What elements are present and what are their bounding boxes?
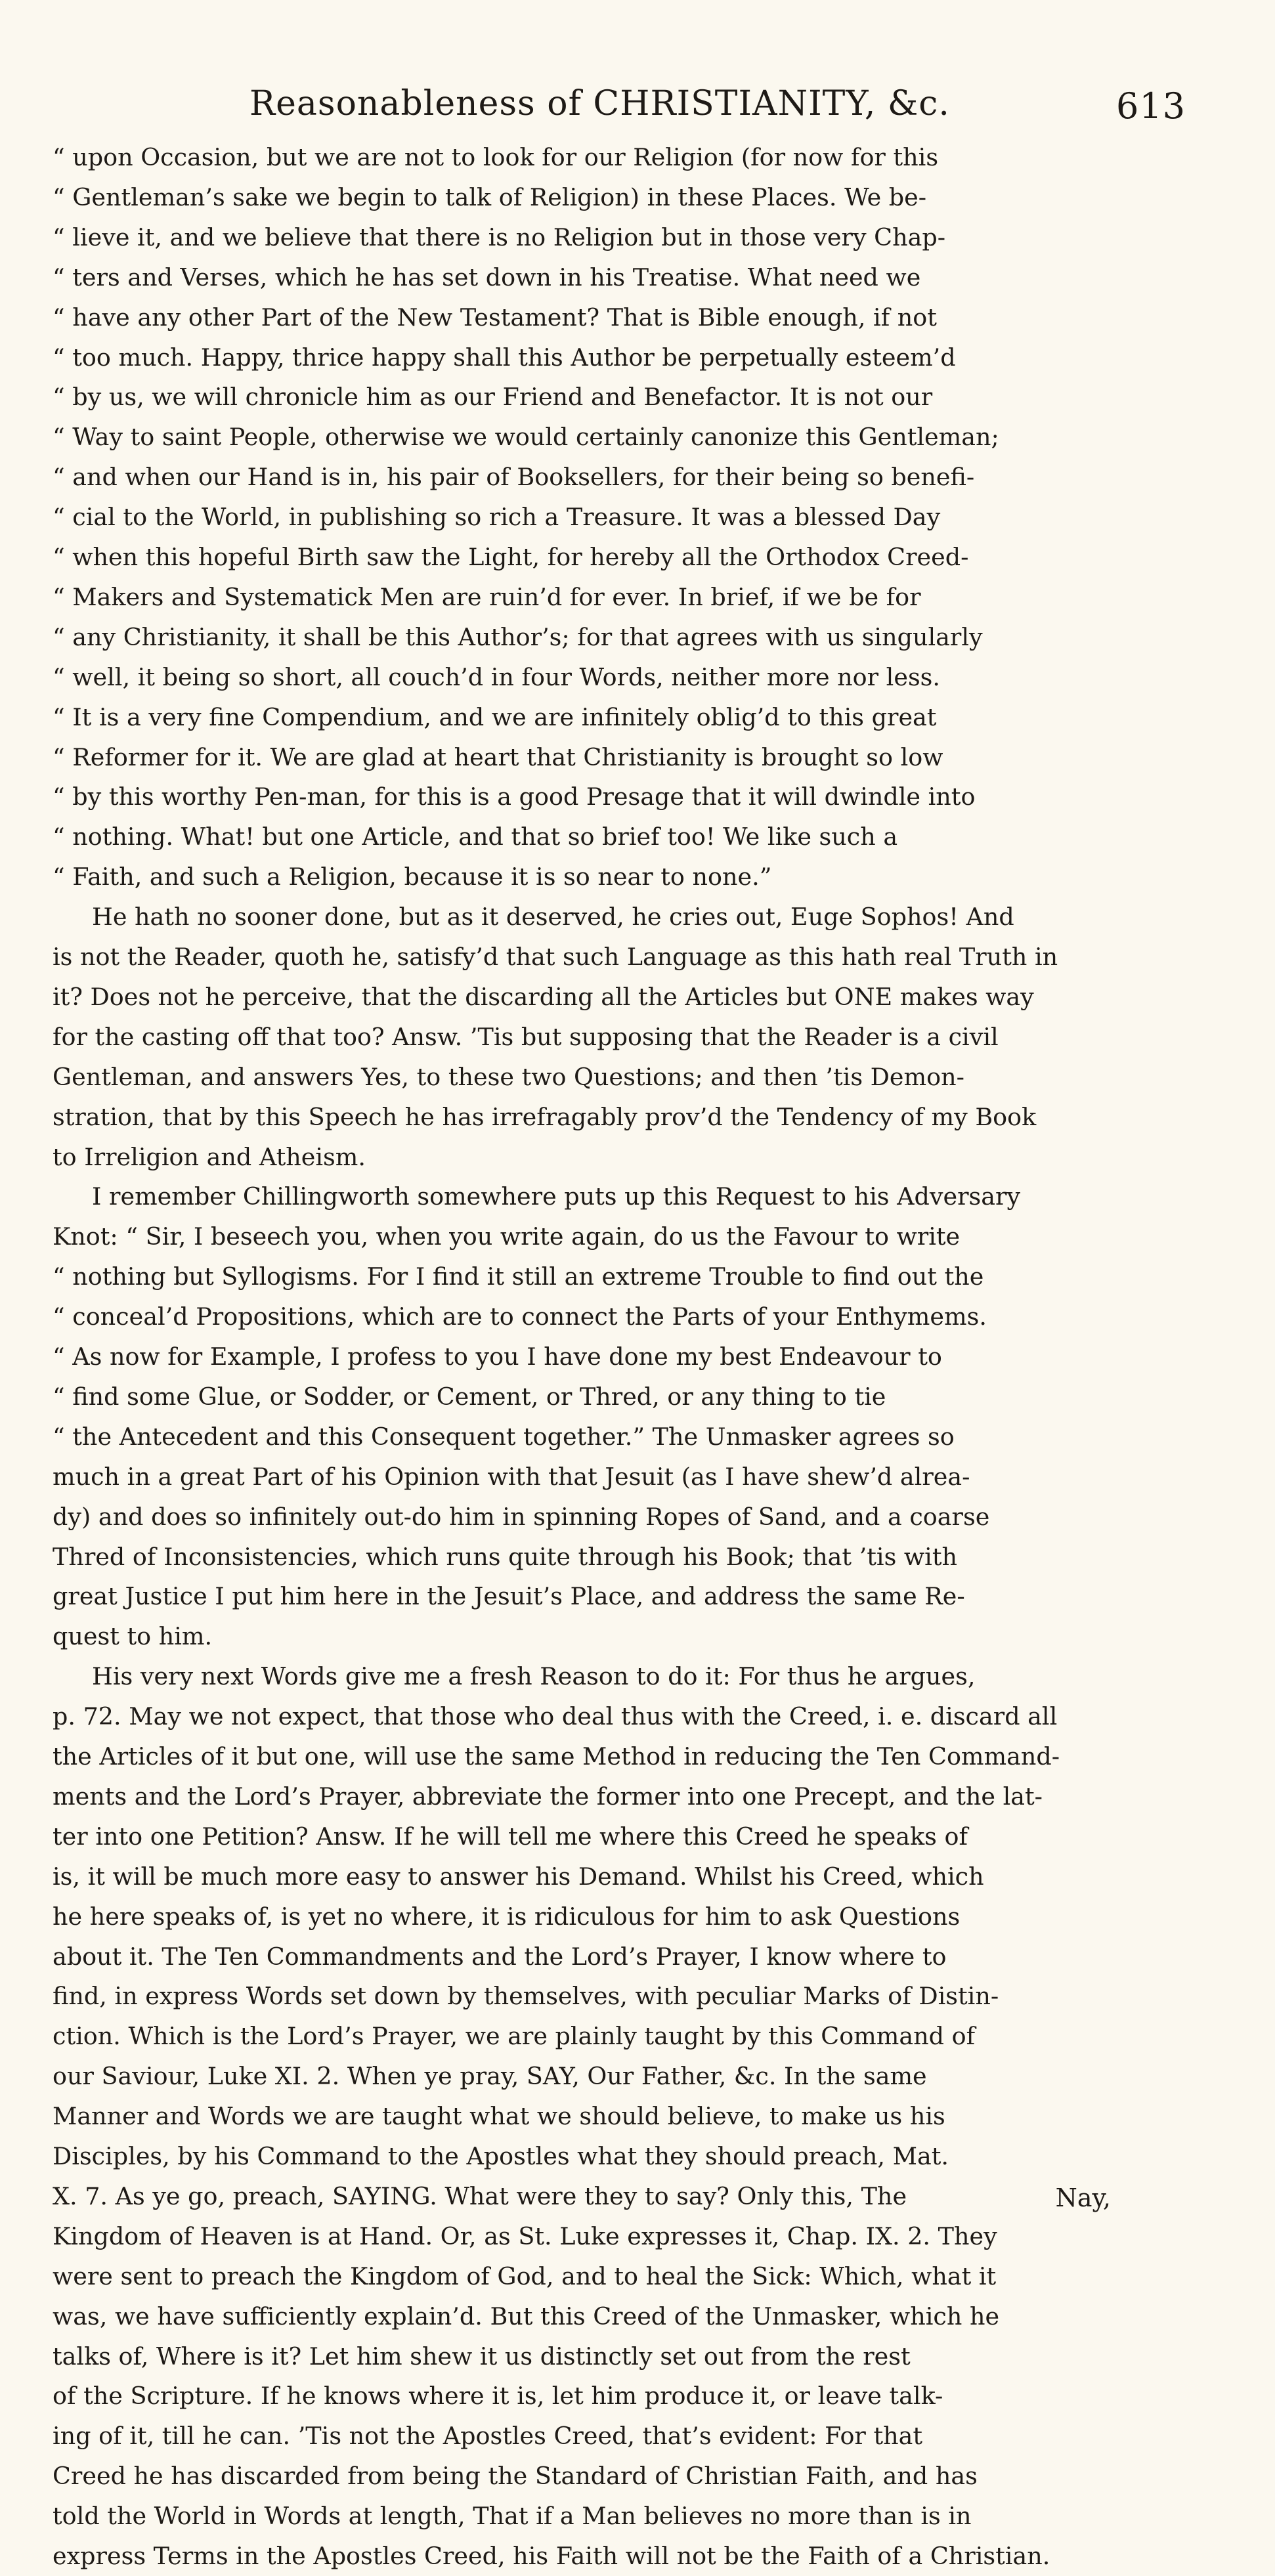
- text-line: “ It is a very fine Compendium, and we are infinitely oblig’d to this great: [53, 702, 937, 731]
- text-line: stration, that by this Speech he has irrefragably prov’d the Tendency of my Book: [53, 1102, 1037, 1131]
- text-line: “ and when our Hand is in, his pair of Booksellers, for their being so benefi-: [53, 463, 975, 492]
- text-line: much in a great Part of his Opinion with that Jesuit (as I have shew’d alrea-: [53, 1462, 970, 1491]
- text-line: Disciples, by his Command to the Apostles what they should preach, Mat.: [53, 2142, 949, 2170]
- text-line: great Justice I put him here in the Jesuit’s Place, and address the same Re-: [53, 1582, 965, 1611]
- text-line: “ by this worthy Pen-man, for this is a good Presage that it will dwindle into: [53, 783, 976, 811]
- text-line: Manner and Words we are taught what we should believe, to make us his: [53, 2102, 945, 2131]
- text-line: for the casting off that too? Answ. ’Tis but supposing that the Reader is a civil: [53, 1022, 999, 1051]
- text-line: “ by us, we will chronicle him as our Friend and Benefactor. It is not our: [53, 383, 933, 412]
- text-line: is not the Reader, quoth he, satisfy’d that such Language as this hath real Truth in: [53, 943, 1058, 971]
- text-line: ction. Which is the Lord’s Prayer, we are plainly taught by this Command of: [53, 2022, 976, 2051]
- page-number: 613: [1116, 85, 1186, 127]
- text-line: “ As now for Example, I profess to you I have done my best Endeavour to: [53, 1342, 942, 1371]
- text-line: were sent to preach the Kingdom of God, and to heal the Sick: Which, what it: [53, 2262, 997, 2290]
- text-line: of the Scripture. If he knows where it is, let him produce it, or leave talk-: [53, 2382, 943, 2411]
- text-line: “ cial to the World, in publishing so rich a Treasure. It was a blessed Day: [53, 503, 941, 532]
- text-line: dy) and does so infinitely out-do him in spinning Ropes of Sand, and a coarse: [53, 1502, 990, 1531]
- catchword: Nay,: [1055, 2183, 1111, 2212]
- text-line: our Saviour, Luke XI. 2. When ye pray, SAY, Our Father, &c. In the same: [53, 2062, 927, 2091]
- text-line: I remember Chillingworth somewhere puts up this Request to his Adversary: [92, 1182, 1021, 1211]
- text-line: was, we have sufficiently explain’d. But this Creed of the Unmasker, which he: [53, 2302, 1000, 2330]
- text-line: it? Does not he perceive, that the discarding all the Articles but ONE makes way: [53, 982, 1034, 1011]
- text-line: Gentleman, and answers Yes, to these two Questions; and then ’tis Demon-: [53, 1062, 964, 1091]
- text-line: “ the Antecedent and this Consequent together.” The Unmasker agrees so: [53, 1422, 955, 1451]
- text-line: “ nothing. What! but one Article, and that so brief too! We like such a: [53, 823, 898, 851]
- text-line: is, it will be much more easy to answer his Demand. Whilst his Creed, which: [53, 1862, 984, 1891]
- text-line: the Articles of it but one, will use the same Method in reducing the Ten Command-: [53, 1742, 1060, 1771]
- text-line: Thred of Inconsistencies, which runs quite through his Book; that ’tis with: [53, 1542, 958, 1571]
- text-line: “ Reformer for it. We are glad at heart that Christianity is brought so low: [53, 742, 943, 771]
- text-line: he here speaks of, is yet no where, it is ridiculous for him to ask Questions: [53, 1902, 961, 1931]
- text-line: He hath no sooner done, but as it deserved, he cries out, Euge Sophos! And: [92, 903, 1014, 932]
- text-line: about it. The Ten Commandments and the Lord’s Prayer, I know where to: [53, 1942, 947, 1971]
- text-line: “ Faith, and such a Religion, because it is so near to none.”: [53, 863, 772, 891]
- text-line: “ Gentleman’s sake we begin to talk of Religion) in these Places. We be-: [53, 182, 927, 211]
- text-line: find, in express Words set down by themselves, with peculiar Marks of Distin-: [53, 1982, 999, 2011]
- text-line: “ ters and Verses, which he has set down in his Treatise. What need we: [53, 263, 921, 291]
- text-line: “ Makers and Systematick Men are ruin’d for ever. In brief, if we be for: [53, 582, 921, 611]
- text-line: “ nothing but Syllogisms. For I find it still an extreme Trouble to find out the: [53, 1262, 984, 1291]
- text-line: “ find some Glue, or Sodder, or Cement, or Thred, or any thing to tie: [53, 1382, 886, 1411]
- running-title: Reasonableness of CHRISTIANITY, &c.: [249, 84, 950, 123]
- text-line: Kingdom of Heaven is at Hand. Or, as St. Luke expresses it, Chap. IX. 2. They: [53, 2222, 997, 2250]
- running-header: [249, 71, 1186, 130]
- text-line: His very next Words give me a fresh Reason to do it: For thus he argues,: [92, 1662, 976, 1691]
- text-line: talks of, Where is it? Let him shew it us distinctly set out from the rest: [53, 2342, 911, 2371]
- text-line: “ lieve it, and we believe that there is no Religion but in those very Chap-: [53, 223, 946, 251]
- text-line: “ have any other Part of the New Testament? That is Bible enough, if not: [53, 303, 937, 332]
- text-line: express Terms in the Apostles Creed, his Faith will not be the Faith of a Christian.: [53, 2542, 1050, 2570]
- text-line: “ Way to saint People, otherwise we would certainly canonize this Gentleman;: [53, 423, 999, 452]
- text-line: quest to him.: [53, 1622, 213, 1651]
- text-line: told the World in Words at length, That if a Man believes no more than is in: [53, 2502, 972, 2531]
- text-line: “ too much. Happy, thrice happy shall this Author be perpetually esteem’d: [53, 343, 956, 372]
- text-line: X. 7. As ye go, preach, SAYING. What were they to say? Only this, The: [53, 2181, 907, 2210]
- text-line: ing of it, till he can. ’Tis not the Apostles Creed, that’s evident: For that: [53, 2422, 923, 2451]
- text-line: Knot: “ Sir, I beseech you, when you write again, do us the Favour to write: [53, 1222, 961, 1251]
- text-line: Creed he has discarded from being the Standard of Christian Faith, and has: [53, 2462, 978, 2491]
- text-line: p. 72. May we not expect, that those who deal thus with the Creed, i. e. discard all: [53, 1702, 1058, 1731]
- text-line: ments and the Lord’s Prayer, abbreviate the former into one Precept, and the lat-: [53, 1782, 1043, 1811]
- text-line: “ upon Occasion, but we are not to look for our Religion (for now for this: [53, 143, 939, 171]
- text-line: to Irreligion and Atheism.: [53, 1142, 366, 1171]
- text-line: “ when this hopeful Birth saw the Light, for hereby all the Orthodox Creed-: [53, 543, 969, 571]
- text-line: “ well, it being so short, all couch’d in four Words, neither more nor less.: [53, 662, 941, 691]
- text-line: “ conceal’d Propositions, which are to connect the Parts of your Enthymems.: [53, 1302, 987, 1331]
- text-line: ter into one Petition? Answ. If he will tell me where this Creed he speaks of: [53, 1822, 968, 1851]
- text-line: “ any Christianity, it shall be this Author’s; for that agrees with us singularly: [53, 622, 983, 651]
